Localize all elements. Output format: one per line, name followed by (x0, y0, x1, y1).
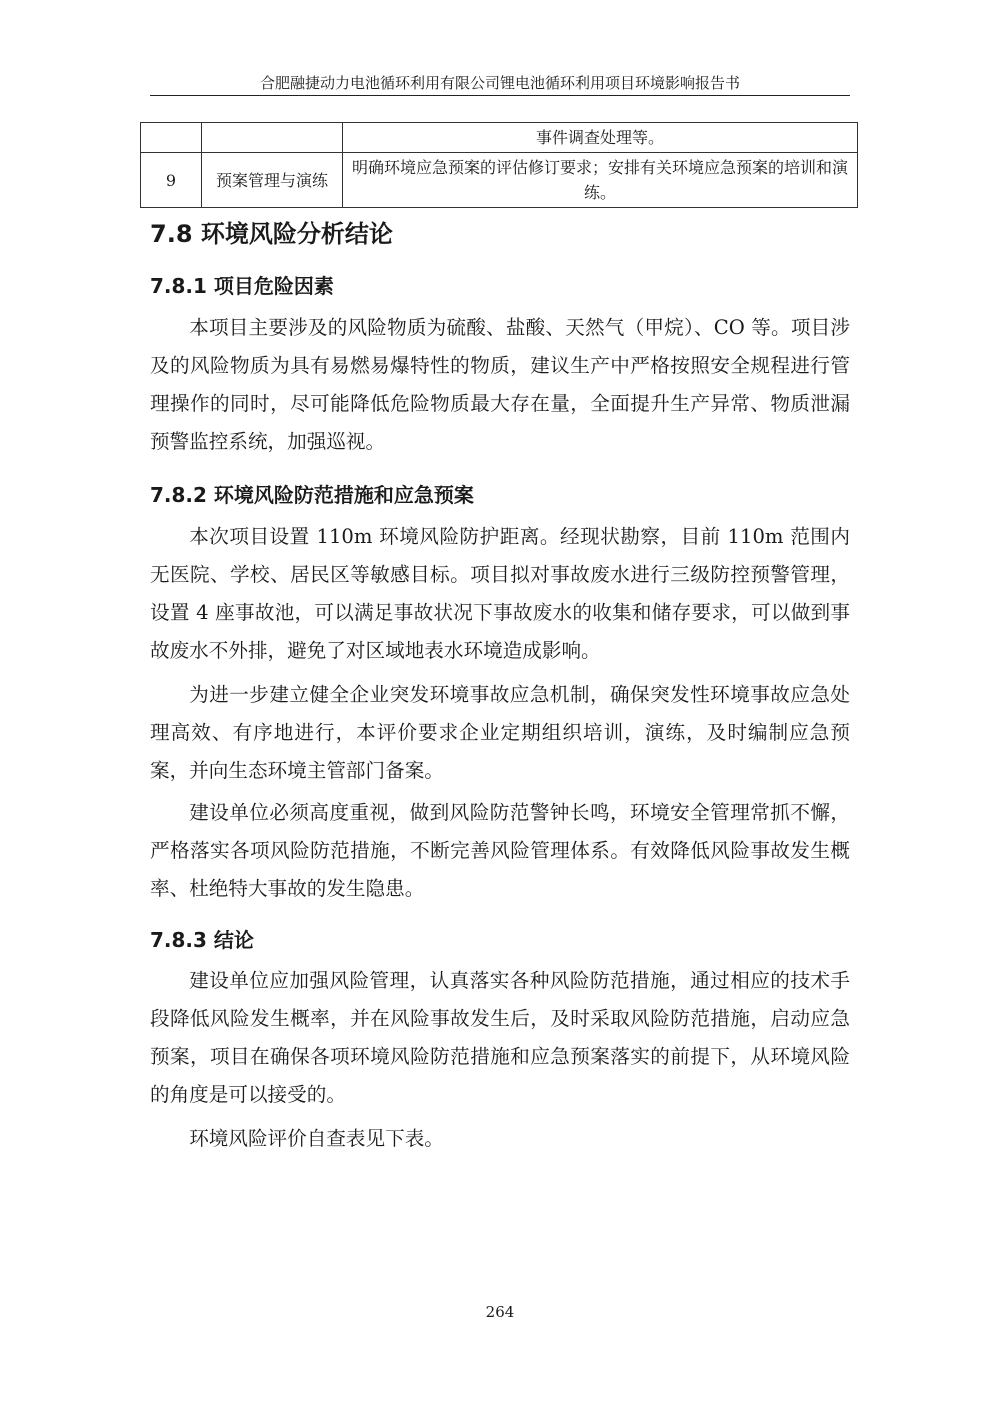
section-heading: 7.8 环境风险分析结论 (150, 220, 393, 248)
header-rule (150, 95, 850, 96)
paragraph: 为进一步建立健全企业突发环境事故应急机制，确保突发性环境事故应急处理高效、有序地进行，本评价要求企业定期组织培训，演练，及时编制应急预案，并向生态环境主管部门备案。 (150, 683, 850, 782)
cell-item (202, 123, 343, 153)
subsection-heading-7-8-1: 7.8.1 项目危险因素 (150, 274, 334, 298)
cell-item: 预案管理与演练 (202, 153, 343, 208)
running-header: 合肥融捷动力电池循环利用有限公司锂电池循环利用项目环境影响报告书 (259, 74, 740, 92)
cell-content: 事件调查处理等。 (343, 123, 858, 153)
paragraph: 环境风险评价自查表见下表。 (189, 1127, 444, 1150)
cell-content: 明确环境应急预案的评估修订要求；安排有关环境应急预案的培训和演练。 (343, 153, 858, 208)
cell-no: 9 (141, 153, 202, 208)
subsection-heading-7-8-2: 7.8.2 环境风险防范措施和应急预案 (150, 483, 474, 507)
paragraph: 建设单位应加强风险管理，认真落实各种风险防范措施，通过相应的技术手段降低风险发生概率，并在风险事故发生后，及时采取风险防范措施，启动应急预案，项目在确保各项环境风险防范措施和应急预案落实的前提下，从环境风险的角度是可以接受的。 (150, 969, 850, 1106)
measures-table (140, 122, 858, 208)
table-row (141, 123, 858, 153)
subsection-heading-7-8-3: 7.8.3 结论 (150, 928, 254, 952)
table-row (141, 153, 858, 208)
paragraph: 本次项目设置 110m 环境风险防护距离。经现状勘察，目前 110m 范围内无医院、学校、居民区等敏感目标。项目拟对事故废水进行三级防控预警管理，设置 4 座事故池，可以满足事故状况下事故废水的收集和储存要求，可以做到事故废水不外排，避免了对区域地表水环境造成影响。 (150, 525, 850, 662)
page-number: 264 (485, 1303, 515, 1321)
paragraph: 建设单位必须高度重视，做到风险防范警钟长鸣，环境安全管理常抓不懈，严格落实各项风险防范措施，不断完善风险管理体系。有效降低风险事故发生概率、杜绝特大事故的发生隐患。 (150, 801, 850, 900)
paragraph: 本项目主要涉及的风险物质为硫酸、盐酸、天然气（甲烷）、CO 等。项目涉及的风险物质为具有易燃易爆特性的物质，建议生产中严格按照安全规程进行管理操作的同时，尽可能降低危险物质最大存在量，全面提升生产异常、物质泄漏预警监控系统，加强巡视。 (150, 316, 850, 453)
cell-no (141, 123, 202, 153)
